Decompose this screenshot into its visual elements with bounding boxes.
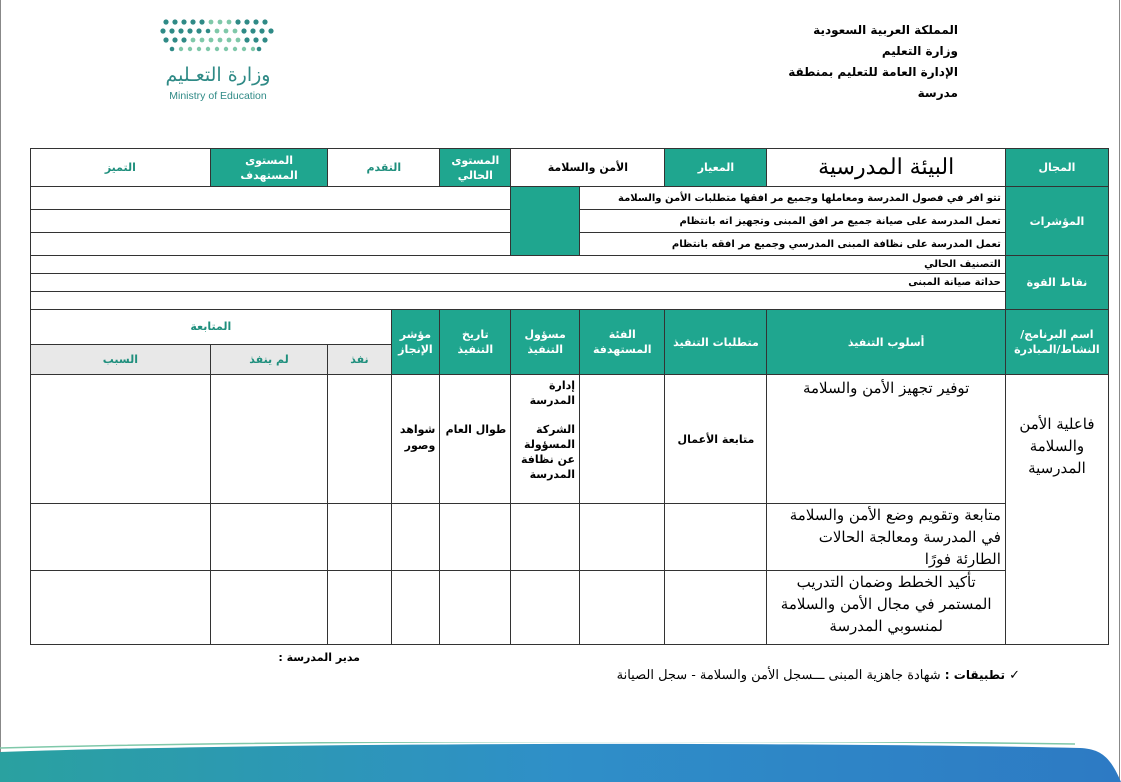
domain-value: البيئة المدرسية [767,149,1005,187]
strength-row [31,256,1109,274]
program-header: اسم البرنامج/النشاط/المبادرة [1005,310,1108,375]
date-value: طوال العام [440,375,511,504]
empty-cell [440,571,511,645]
indicator-header: مؤشر الإنجاز [391,310,440,375]
not-done-cell [210,375,328,504]
org-line-school: مدرسة [917,86,958,100]
empty-cell [580,504,665,571]
responsible-value [511,375,580,504]
empty-cell [328,571,391,645]
program-name: فاعلية الأمن والسلامة المدرسية [1005,375,1108,645]
strength-3-blank [31,292,1006,310]
domain-row [31,149,1109,187]
indicator-value: شواهد وصور [391,375,440,504]
target-group-value [580,375,665,504]
check-icon: ✓ [1009,668,1020,683]
date-header: تاريخ التنفيذ [440,310,511,375]
organization-heading [788,20,958,104]
plan-row [31,571,1109,645]
applications-text: شهادة جاهزية المبنى ـــسجل الأمن والسلامة - سجل الصيانة [616,668,941,683]
empty-cell [210,571,328,645]
logo-dots-icon [158,17,278,63]
current-level-label: المستوى الحالي [440,149,511,187]
target-group-header: الفئة المستهدفة [580,310,665,375]
empty-cell [31,571,211,645]
applications-label: تطبيقات : [944,668,1005,682]
indicator-2: تعمل المدرسة على صيانة جميع مر افق المبنى وتجهيز اته بانتظام [580,210,1006,233]
empty-cell [665,571,767,645]
indicator-3-blank [31,233,511,256]
done-cell [328,375,391,504]
logo-arabic-text: وزارة التعـليم [165,64,271,86]
empty-cell [580,571,665,645]
indicator-3: تعمل المدرسة على نظافة المبنى المدرسي وجميع مر افقه بانتظام [580,233,1006,256]
strength-row [31,274,1109,292]
excellence-label: التميز [31,149,211,187]
plan-row [31,375,1109,504]
org-line-ministry: وزارة التعليم [881,44,958,58]
target-level-label: المستوى المستهدف [210,149,328,187]
reason-cell [31,375,211,504]
method-1: توفير تجهيز الأمن والسلامة [767,375,1005,504]
plan-header-row [31,310,1109,345]
followup-header: المتابعة [31,310,392,345]
requirements-header: متطلبات التنفيذ [665,310,767,375]
applications-line [560,668,1020,683]
footer-wave-band [0,742,1121,782]
standard-label: المعيار [665,149,767,187]
indicator-1: تتو افر في فصول المدرسة ومعاملها وجميع مر افقها متطلبات الأمن والسلامة [580,187,1006,210]
responsible-line-2: الشركة المسؤولة عن نظافة المدرسة [520,423,576,481]
domain-label: المجال [1005,149,1108,187]
strength-1: التصنيف الحالي [31,256,1006,274]
ministry-logo [158,17,278,107]
empty-cell [391,571,440,645]
method-3: تأكيد الخطط وضمان التدريب المستمر في مجال الأمن والسلامة لمنسوبي المدرسة [767,571,1005,645]
empty-cell [391,504,440,571]
done-header: نفذ [328,345,391,375]
empty-cell [210,504,328,571]
strengths-label: نقاط القوة [1005,256,1108,310]
logo-english-text: Ministry of Education [169,90,267,102]
not-done-header: لم ينفذ [210,345,328,375]
standard-value: الأمن والسلامة [511,149,665,187]
method-2: متابعة وتقويم وضع الأمن والسلامة في المدرسة ومعالجة الحالات الطارئة فورًا [767,504,1005,571]
school-manager-label: مدير المدرسة : [278,651,360,664]
empty-cell [31,504,211,571]
plan-row [31,504,1109,571]
indicator-teal-block [511,187,580,256]
responsible-header: مسؤول التنفيذ [511,310,580,375]
strength-2: حداثة صيانة المبنى [31,274,1006,292]
reason-header: السبب [31,345,211,375]
indicator-1-blank [31,187,511,210]
empty-cell [511,571,580,645]
strength-row [31,292,1109,310]
empty-cell [665,504,767,571]
indicators-label: المؤشرات [1005,187,1108,256]
requirement-value: متابعة الأعمال [665,375,767,504]
indicator-row [31,187,1109,210]
plan-table [30,148,1109,645]
org-line-country: المملكة العربية السعودية [813,23,958,37]
empty-cell [440,504,511,571]
empty-cell [328,504,391,571]
progress-label: التقدم [328,149,440,187]
empty-cell [511,504,580,571]
page-border-right [1119,0,1120,782]
org-line-directorate: الإدارة العامة للتعليم بمنطقة [788,65,958,79]
responsible-line-1: إدارة المدرسة [529,379,576,407]
method-header: أسلوب التنفيذ [767,310,1005,375]
page-border-left [0,0,1,782]
indicator-2-blank [31,210,511,233]
